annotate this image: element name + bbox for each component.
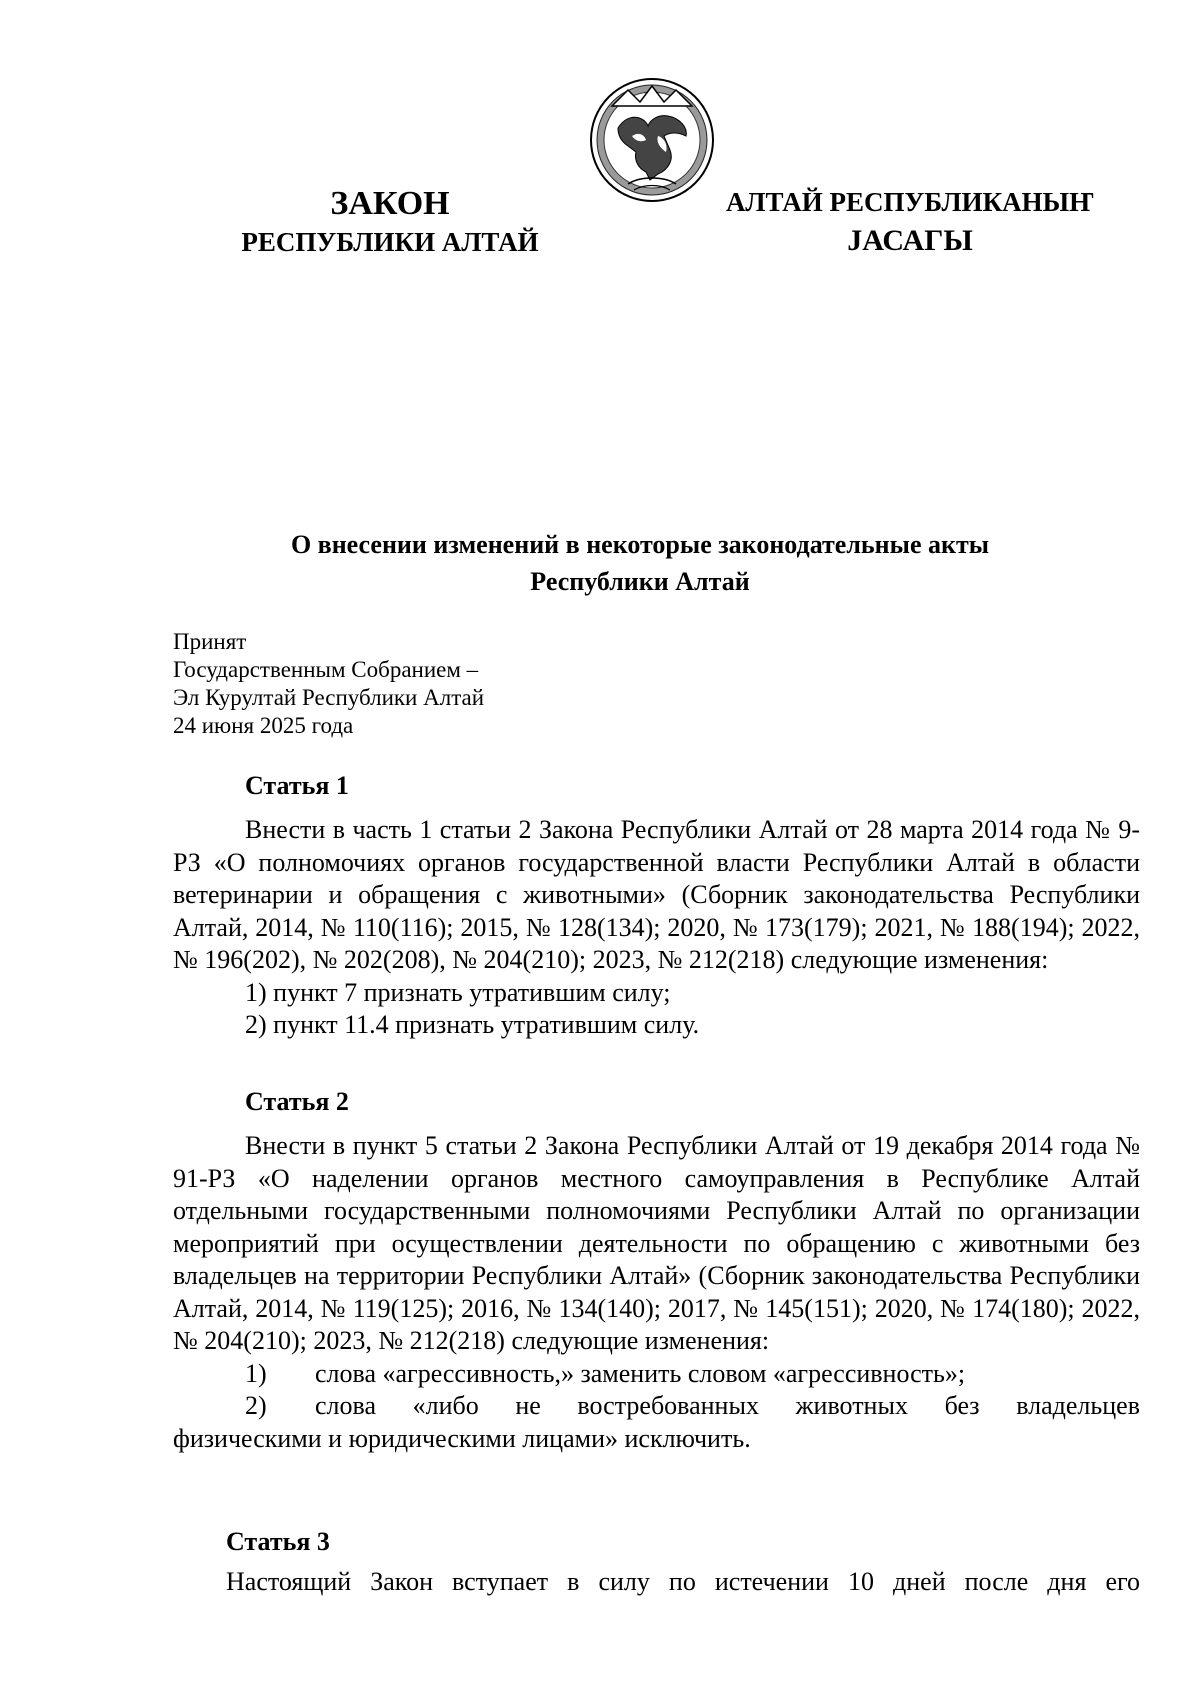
article-1-text: Внести в часть 1 статьи 2 Закона Республики Алтай от 28 марта 2014 года № 9-РЗ «О полномочиях органов государственной власти Республики Алтай в области ветеринарии и обращения с животными» (Сборник законодательства Республики Алтай, 2014, № 110(116); 2015, № 128(134); 2020, № 173(179); 2021, № 188(194); 2022, № 196(202), № 202(208), № 204(210); 2023, № 212(218) следующие изменения: [173,815,1140,974]
article-1-item-2: 2) пункт 11.4 признать утратившим силу. [245,1010,700,1039]
law-title-alt-line1: АЛТАЙ РЕСПУБЛИКАНЫҤ [725,187,1095,217]
law-subtitle-ru: РЕСПУБЛИКИ АЛТАЙ [241,227,539,257]
article-2-item-2-number: 2) [245,1391,267,1420]
adoption-line: Государственным Собранием – [173,657,479,682]
document-title-line2: Республики Алтай [530,567,750,596]
article-2-heading: Статья 2 [245,1087,349,1116]
adoption-block [173,628,484,740]
law-title-alt-line2: JАСАГЫ [847,224,973,257]
article-1-heading: Статья 1 [245,771,349,800]
document-title-line1: О внесении изменений в некоторые законодательные акты [290,530,990,559]
adoption-line: Эл Курултай Республики Алтай [173,685,485,710]
article-2-item-1-text: слова «агрессивность,» заменить словом «агрессивность»; [315,1358,966,1388]
article-2-item-2 [173,1390,1140,1423]
article-1-body [173,814,1140,1042]
article-2-item-1 [173,1358,1140,1391]
article-3-body [226,1566,1140,1599]
article-3-text: Настоящий Закон вступает в силу по истечении 10 дней после дня его [226,1567,1140,1596]
article-2-item-2-text-first: слова «либо не востребованных животных без владельцев [315,1391,1140,1420]
adoption-date: 24 июня 2025 года [173,713,354,738]
article-2-body [173,1130,1140,1455]
article-3-heading: Статья 3 [226,1527,330,1556]
article-1-item-1: 1) пункт 7 признать утратившим силу; [245,977,671,1007]
article-2-item-1-number: 1) [245,1358,267,1388]
document-title [170,526,1110,600]
law-title-ru: ЗАКОН [330,185,450,222]
article-2-text: Внести в пункт 5 статьи 2 Закона Республики Алтай от 19 декабря 2014 года № 91-РЗ «О наделении органов местного самоуправления в Республике Алтай отдельными государственными полномочиями Республики Алтай по организации мероприятий при осуществлении деятельности по обращению с животными без владельцев на территории Республики Алтай» (Сборник законодательства Республики Алтай, 2014, № 119(125); 2016, № 134(140); 2017, № 145(151); 2020, № 174(180); 2022, № 204(210); 2023, № 212(218) следующие изменения: [173,1131,1140,1355]
law-header-ru [190,184,590,260]
adoption-line: Принят [173,629,247,654]
article-2-item-2-text-rest: физическими и юридическими лицами» исключить. [173,1423,751,1453]
law-header-alt [700,184,1120,262]
altai-republic-coat-of-arms-icon [588,76,716,204]
